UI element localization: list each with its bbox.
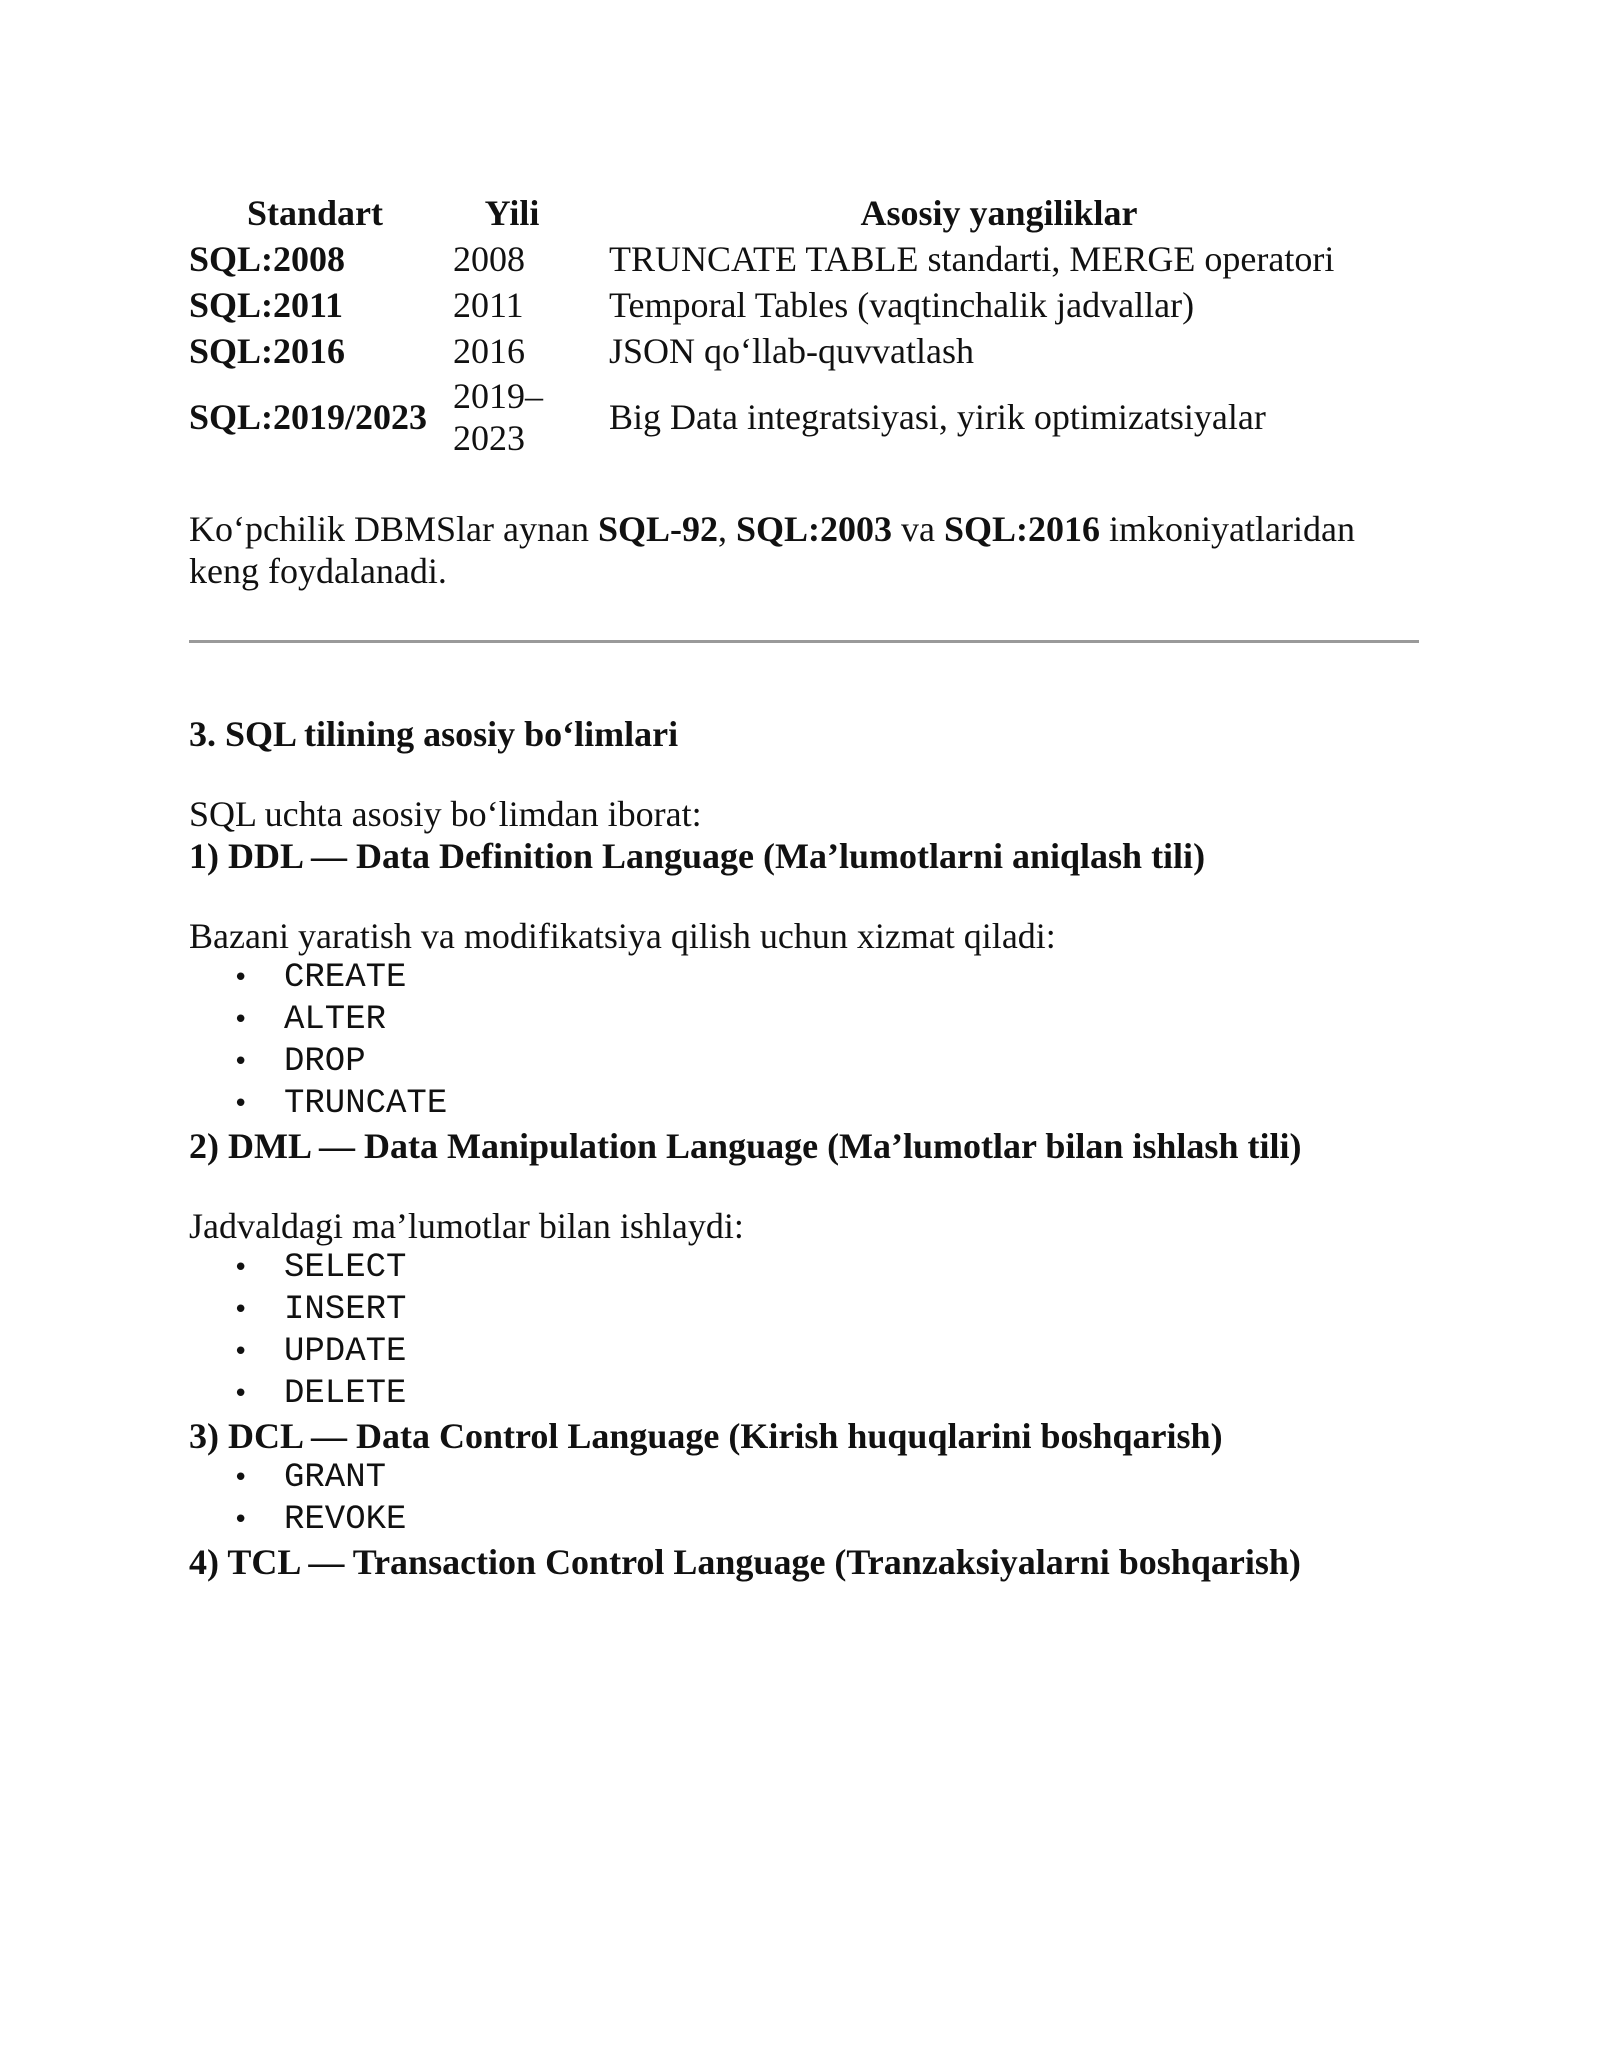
command-select: SELECT [284, 1249, 407, 1287]
cell-news: JSON qo‘llab-quvvatlash [609, 331, 974, 371]
cell-news: Big Data integratsiyasi, yirik optimizatsiyalar [609, 397, 1266, 437]
bullet-icon: • [233, 1295, 249, 1325]
command-grant: GRANT [284, 1459, 387, 1497]
command-create: CREATE [284, 959, 407, 997]
list-item [189, 1289, 1419, 1331]
list-item [189, 1331, 1419, 1373]
bullet-icon: • [233, 1463, 249, 1493]
table-row [189, 328, 1415, 374]
intro-bold-sql2003: SQL:2003 [735, 509, 892, 549]
command-delete: DELETE [284, 1375, 407, 1413]
dml-command-list [189, 1247, 1419, 1415]
cell-year: 2011 [453, 285, 524, 325]
intro-text: va [892, 509, 944, 549]
cell-standard: SQL:2016 [189, 331, 346, 371]
bullet-icon: • [233, 1047, 249, 1077]
bullet-icon: • [233, 1337, 249, 1367]
bullet-icon: • [233, 1005, 249, 1035]
command-insert: INSERT [284, 1291, 407, 1329]
cell-standard: SQL:2019/2023 [189, 397, 428, 437]
cell-news: Temporal Tables (vaqtinchalik jadvallar) [609, 285, 1195, 325]
bullet-icon: • [233, 1253, 249, 1283]
cell-year: 2016 [453, 331, 525, 371]
sql-standards-table [189, 190, 1415, 460]
dml-description: Jadvaldagi ma’lumotlar bilan ishlaydi: [189, 1206, 744, 1246]
list-item [189, 1373, 1419, 1415]
header-asosiy-yangiliklar: Asosiy yangiliklar [860, 193, 1138, 233]
intro-text: Ko‘pchilik DBMSlar aynan [189, 509, 598, 549]
dml-heading: 2) DML — Data Manipulation Language (Ma’lumotlar bilan ishlash tili) [189, 1126, 1302, 1166]
intro-paragraph [189, 508, 1419, 592]
dcl-heading: 3) DCL — Data Control Language (Kirish huquqlarini boshqarish) [189, 1416, 1223, 1456]
command-update: UPDATE [284, 1333, 407, 1371]
bullet-icon: • [233, 1089, 249, 1119]
cell-standard: SQL:2011 [189, 285, 344, 325]
intro-bold-sql92: SQL-92 [597, 509, 718, 549]
list-item [189, 1457, 1419, 1499]
list-item [189, 1083, 1419, 1125]
cell-year [441, 374, 583, 460]
section-lead: SQL uchta asosiy bo‘limdan iborat: [189, 794, 702, 834]
horizontal-divider [189, 640, 1419, 643]
tcl-heading: 4) TCL — Transaction Control Language (Tranzaksiyalarni boshqarish) [189, 1542, 1301, 1582]
intro-text: , [717, 509, 736, 549]
dcl-command-list [189, 1457, 1419, 1541]
list-item [189, 999, 1419, 1041]
list-item [189, 1499, 1419, 1541]
ddl-description: Bazani yaratish va modifikatsiya qilish uchun xizmat qiladi: [189, 916, 1056, 956]
command-alter: ALTER [284, 1001, 387, 1039]
document-page [189, 190, 1419, 1583]
table-header-row [189, 190, 1415, 236]
intro-text: imkoniyatlaridan keng foydalanadi. [189, 509, 1355, 591]
ddl-heading: 1) DDL — Data Definition Language (Ma’lumotlarni aniqlash tili) [189, 836, 1206, 876]
cell-year-line2: 2023 [453, 418, 525, 458]
table-row [189, 282, 1415, 328]
cell-year-line1: 2019– [453, 376, 543, 416]
command-truncate: TRUNCATE [284, 1085, 448, 1123]
list-item [189, 957, 1419, 999]
list-item [189, 1247, 1419, 1289]
table-row [189, 236, 1415, 282]
bullet-icon: • [233, 1505, 249, 1535]
bullet-icon: • [233, 1379, 249, 1409]
ddl-command-list [189, 957, 1419, 1125]
list-item [189, 1041, 1419, 1083]
intro-bold-sql2016: SQL:2016 [943, 509, 1101, 549]
command-revoke: REVOKE [284, 1501, 407, 1539]
bullet-icon: • [233, 963, 249, 993]
header-standart: Standart [246, 193, 384, 233]
table-row [189, 374, 1415, 460]
cell-news: TRUNCATE TABLE standarti, MERGE operatori [609, 239, 1335, 279]
cell-year: 2008 [453, 239, 525, 279]
cell-standard: SQL:2008 [189, 239, 346, 279]
command-drop: DROP [284, 1043, 366, 1081]
section-title: 3. SQL tilining asosiy bo‘limlari [189, 714, 679, 754]
header-yili: Yili [484, 193, 540, 233]
